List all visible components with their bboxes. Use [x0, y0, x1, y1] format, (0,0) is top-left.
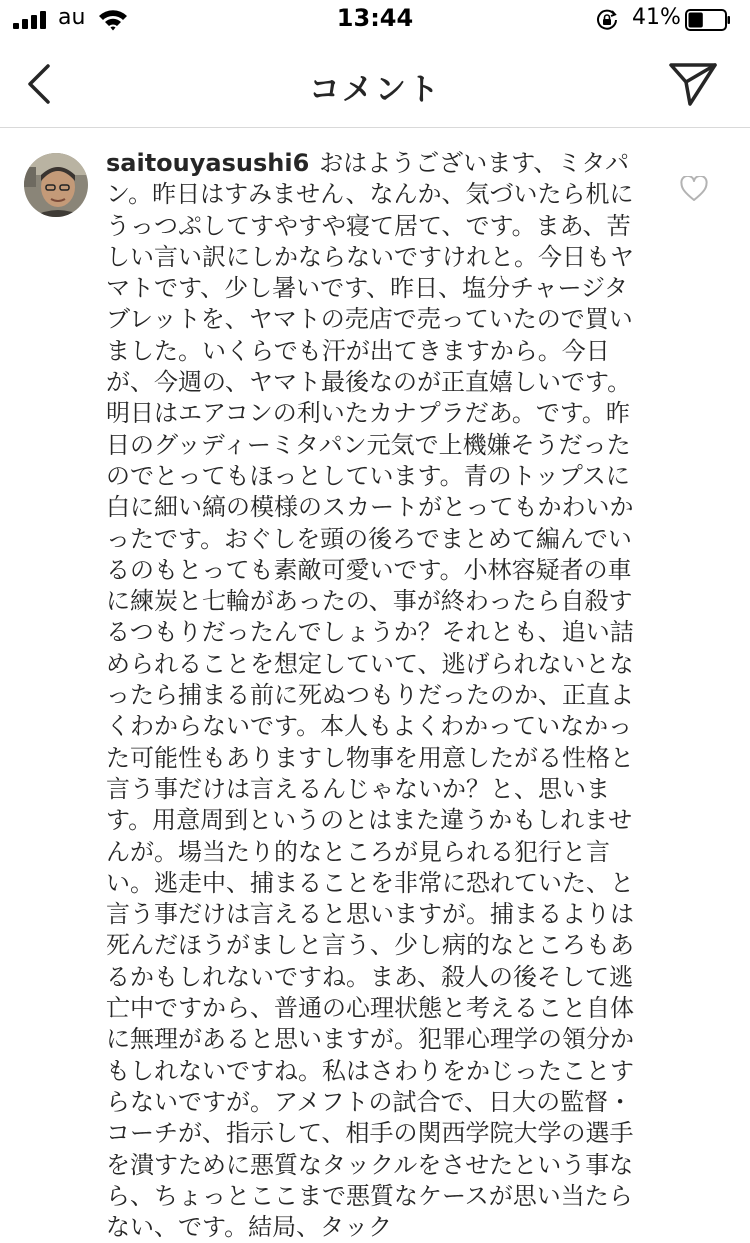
comment-body: おはようございます、ミタパン。昨日はすみません、なんか、気づいたら机にうっつぷしてすやすや寝て居て、です。まあ、苦しい言い訳にしかならないですけれと。今日もヤマトです、少し暑いです、昨日、塩分チャージタブレットを、ヤマトの売店で売っていたので買いました。いくらでも汗が出てきますから。今日が、今週の、ヤマト最後なのが正直嬉しいです。明日はエアコンの利いたカナプラだあ。です。昨日のグッディーミタパン元気で上機嫌そうだったのでとってもほっとしています。青のトップスに白に細い縞の模様のスカートがとってもかわいかったです。おぐしを頭の後ろでまとめて編んでいるのもとっても素敵可愛いです。小林容疑者の車に練炭と七輪があったの、事が終わったら自殺するつもりだったんでしょうか？それとも、追い詰められることを想定していて、逃げられないとなったら捕まる前に死ぬつもりだったのか、正直よくわからないです。本人もよくわかっていなかった可能性もありますし物事を用意したがる性格と言う事だけは言えるんじゃないか？と、思います。用意周到というのとはまた違うかもしれませんが。場当たり的なところが見られる犯行と言い。逃走中、捕まることを非常に恐れていた、と言う事だけは言えると思いますが。捕まるよりは死んだほうがましと言う、少し病的なところもあるかもしれないですね。まあ、殺人の後そして逃亡中ですから、普通の心理状態と考えること自体に無理があると思いますが。犯罪心理学の領分かもしれないですね。私はさわりをかじったことすらないですが。アメフトの試合で、日大の監督・コーチが、指示して、相手の関西学院大学の選手を潰すために悪質なタックルをさせたという事なら、ちょっとここまで悪質なケースが思い当たらない、です。結局、タック — [106, 149, 634, 1242]
status-bar — [0, 0, 750, 40]
comment-text — [106, 148, 636, 1243]
comment-item — [0, 128, 750, 1242]
avatar-image — [24, 153, 88, 217]
orientation-lock-icon — [596, 9, 618, 31]
avatar[interactable] — [24, 153, 88, 217]
heart-icon[interactable] — [680, 176, 708, 202]
battery-icon — [685, 9, 731, 31]
carrier-label: au — [58, 5, 86, 30]
nav-bar — [0, 40, 750, 128]
comment-username[interactable]: saitouyasushi6 — [106, 149, 310, 177]
battery-percent: 41% — [632, 5, 681, 30]
send-icon[interactable] — [667, 60, 719, 108]
status-time: 13:44 — [336, 4, 414, 32]
page-title: コメント — [309, 72, 441, 108]
